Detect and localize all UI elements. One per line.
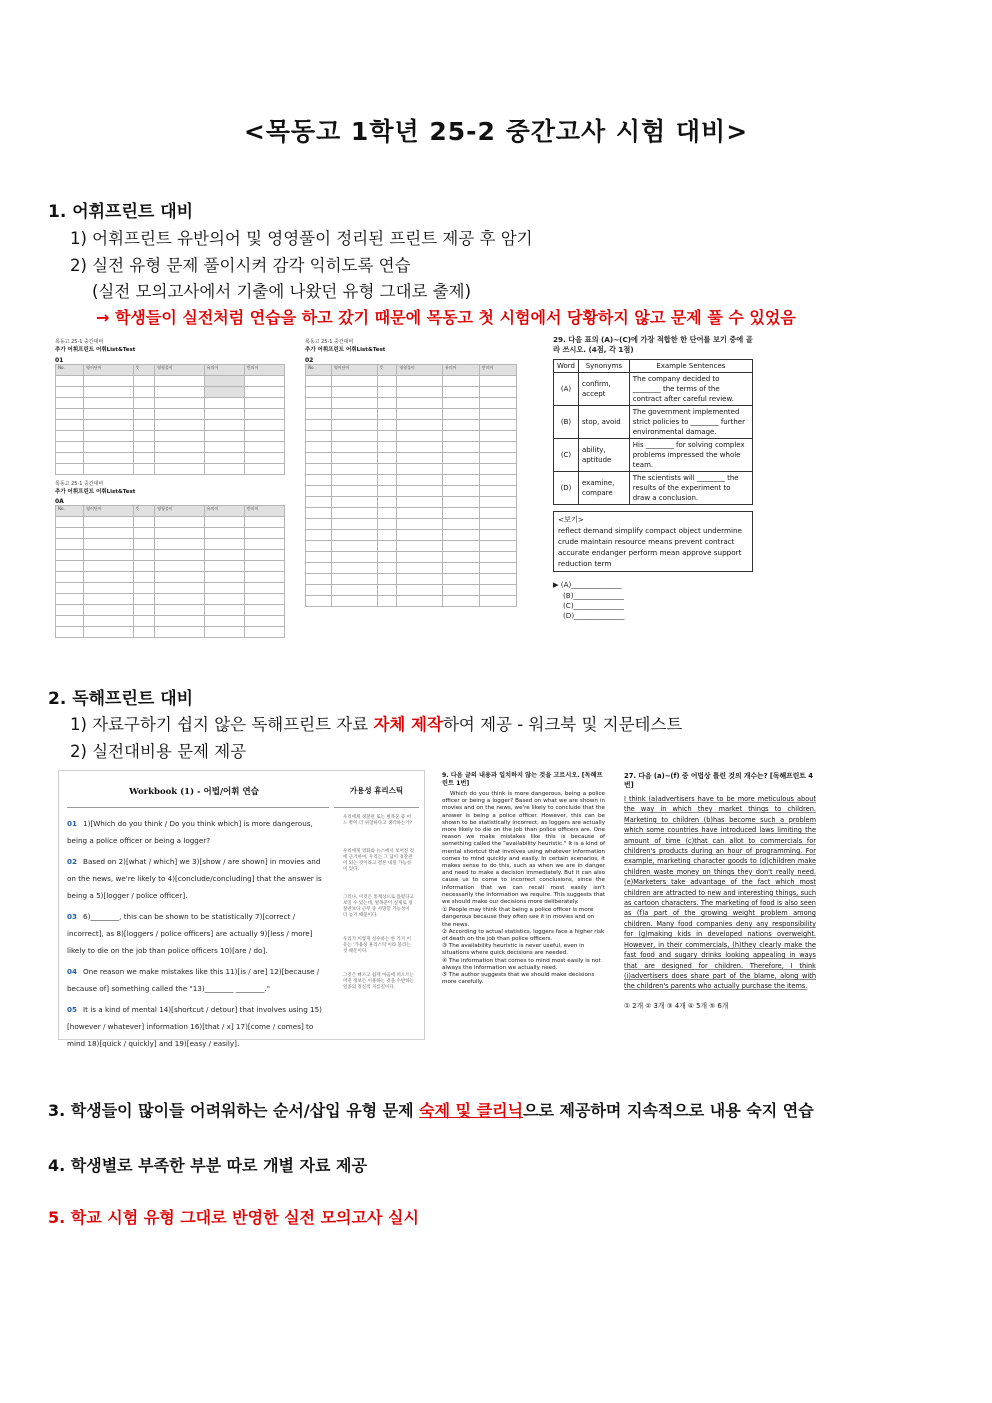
- side-note: 우리에게 경찰관 또는 벌목꾼 중 어느 쪽이 더 위험하다고 생각하는가?: [343, 815, 412, 826]
- thumb-subtitle: 목동고 25-1 중간대비: [55, 339, 104, 345]
- col-ant: 반의어: [479, 365, 516, 376]
- section4-heading: 4. 학생별로 부족한 부분 따로 개별 자료 제공: [48, 1156, 367, 1175]
- q29-answer-a: ▶ (A)______________: [553, 580, 622, 590]
- section1-item3: (실전 모의고사에서 기출에 나왔던 유형 그대로 출제): [92, 282, 472, 301]
- q29-table: [553, 359, 753, 505]
- section2-item1-post: 하여 제공 - 워크북 및 지문테스트: [442, 715, 683, 734]
- section1-heading: 1. 어휘프린트 대비: [48, 202, 194, 222]
- col-word: 영어단어: [84, 365, 134, 376]
- q-text: It is a kind of mental 14)[shortcut / detour] that involves using 15)[however / whatever] information 16)[that / x] 17)[come / comes] to mind 18)[quick / quickly] and 19)[easy / easily].: [67, 1005, 322, 1048]
- q-num: 02: [67, 857, 78, 866]
- q29-choice-box: [553, 511, 753, 572]
- q29-box-text: reflect demand simplify compact object undermine crude maintain resource means prevent contract accurate endanger perform mean approve support reduction term: [558, 526, 742, 569]
- col-no: No.: [306, 365, 332, 376]
- thumb-number-b: 0A: [55, 498, 64, 505]
- section3-heading: [48, 1098, 814, 1121]
- workbook-questions: [67, 815, 329, 1052]
- q9-prompt: 9. 다음 글의 내용과 일치하지 않는 것을 고르시오. [독해프린트 1번]: [442, 772, 603, 787]
- section2-heading: 2. 독해프린트 대비: [48, 689, 194, 709]
- q29-example: His ________ for solving complex problems impressed the whole team.: [629, 439, 752, 472]
- section3-pre: 3. 학생들이 많이들 어려워하는 순서/삽입 유형 문제: [48, 1101, 420, 1120]
- q29-header-word: Word: [554, 360, 579, 373]
- thumb-number: 02: [305, 357, 314, 364]
- q9-option: ② According to actual statistics, loggers face a higher risk of death on the job than police officers.: [442, 928, 605, 943]
- q29-answer-c: (C)______________: [563, 600, 624, 610]
- list-item: [67, 908, 329, 959]
- list-item: [67, 815, 329, 849]
- vocab-table-a: [55, 364, 285, 475]
- col-eng: 영영풀이: [155, 365, 205, 376]
- q29-word: (A): [554, 373, 579, 406]
- col-meaning: 뜻: [133, 506, 154, 517]
- q29-syn: ability, aptitude: [579, 439, 630, 472]
- side-note: 그것은 빠르고 쉽게 마음에 떠오르는 어떤 정보든 이용하는 것을 수반하는 일종의 정신적 지름길이다.: [343, 973, 414, 990]
- col-no: No.: [56, 506, 84, 517]
- section2-item1-highlight: 자체 제작: [373, 715, 443, 734]
- vocab-table-c: [305, 364, 517, 607]
- workbook-title: Workbook (1) - 어법/어휘 연습: [129, 787, 259, 797]
- section1-arrow-note: → 학생들이 실전처럼 연습을 하고 갔기 때문에 목동고 첫 시험에서 당황하지 않고 문제 풀 수 있었음: [96, 308, 796, 327]
- q-num: 05: [67, 1005, 78, 1014]
- q9-option: ① People may think that being a police officer is more dangerous because they often see it in movies and on the news.: [442, 907, 595, 928]
- q29-header-examples: Example Sentences: [629, 360, 752, 373]
- thumb-subtitle: 목동고 25-1 중간대비: [305, 339, 354, 345]
- thumb-title: 추가 어휘프린트 어휘List&Test: [55, 347, 136, 353]
- col-word: 영어단어: [84, 506, 134, 517]
- q9-option: ⑤ The author suggests that we should make decisions more carefully.: [442, 972, 595, 986]
- col-meaning: 뜻: [133, 365, 154, 376]
- table-row: [554, 406, 753, 439]
- section2-item1: [70, 711, 682, 735]
- q29-header-synonyms: Synonyms: [579, 360, 630, 373]
- q-num: 01: [67, 819, 78, 828]
- q29-word: (D): [554, 472, 579, 505]
- col-syn: 유의어: [204, 365, 244, 376]
- section2-item2: 2) 실전대비용 문제 제공: [70, 742, 247, 761]
- col-eng: 영영풀이: [155, 506, 205, 517]
- workbook-side-notes: [343, 815, 415, 991]
- q9-option: ④ The information that comes to mind most easily is not always the information we actually need.: [442, 957, 601, 971]
- col-syn: 유의어: [204, 506, 244, 517]
- vocab-print-thumbnail-left: [55, 335, 285, 623]
- q29-word: (C): [554, 439, 579, 472]
- q9-option: ③ The availability heuristic is never useful, even in situations where quick decisions are needed.: [442, 943, 585, 957]
- thumb-subtitle-b: 목동고 25-1 중간대비: [55, 481, 104, 487]
- thumb-title-b: 추가 어휘프린트 어휘List&Test: [55, 489, 136, 495]
- q29-prompt: 29. 다음 표의 (A)~(C)에 가장 적합한 한 단어를 보기 중에 골라 쓰시오. (4점, 각 1점): [553, 335, 753, 355]
- side-note: 그러나, 이것은 통계상으로 틀렸다고 보일 수 있는데, 벌목꾼이 실제로 경찰관보다 근무 중 사망할 가능성이 더 높기 때문이다.: [343, 895, 414, 918]
- q27-prompt: 27. 다음 (a)~(f) 중 어법상 틀린 것의 개수는? [독해프린트 4번]: [624, 772, 813, 789]
- col-eng: 영영풀이: [397, 365, 443, 376]
- q27-passage: I think (a)advertisers have to be more meticulous about the way in which they market things to children. Marketing to children (b)has become such a problem which some countries have introduced laws limiting the amount of time (c)that can allot to commercials for children's products during an hour of programming. For example, marketing character goods to (d)children make children waste money on things they don't really need. (e)Marketers take advantage of the fact which most children are attracted to new and interesting things, such as cartoon characters. The marketing of food is also seen as (f)a part of the growing weight problem among children. Many food companies deny any responsibility for (g)making kids in developed nations overweight. However, in their commercials, (h)they clearly make the fast food and sugary drinks looking appealing in ways that are designed for children. Therefore, I think (i)advertisers does share part of the blame, along with the children's parents who actually purchase the items.: [624, 795, 816, 991]
- q29-box-label: <보기>: [558, 515, 584, 525]
- side-note: 우리가 이렇게 실수하는 한 가지 이유는 '가용성 휴리스틱'이라 불리는 것 때문이다.: [343, 937, 412, 954]
- table-row: [554, 373, 753, 406]
- q29-example: The government implemented strict policies to ________ further environmental damage.: [629, 406, 752, 439]
- section1-item1: 1) 어휘프린트 유반의어 및 영영풀이 정리된 프린트 제공 후 암기: [70, 229, 533, 248]
- side-note: 우리에게 영화와 뉴스에서 보여진 것에 근거하여, 우리는 그 답이 경찰관이 되는 것이라고 결론 내릴 가능성이 있다.: [343, 849, 414, 872]
- table-row: [554, 439, 753, 472]
- list-item: [67, 963, 329, 997]
- list-item: [67, 1001, 329, 1052]
- q-text: Based on 2)[what / which] we 3)[show / are shown] in movies and on the news, we're likely to 4)[conclude/concluding] that the answer is being a 5)[logger / police officer].: [67, 857, 322, 900]
- workbook-side-title: 가용성 휴리스틱: [349, 786, 404, 795]
- list-item: [67, 853, 329, 904]
- q29-word: (B): [554, 406, 579, 439]
- q9-options: [442, 907, 605, 986]
- col-ant: 반의어: [244, 506, 284, 517]
- col-no: No.: [56, 365, 84, 376]
- thumb-title: 추가 어휘프린트 어휘List&Test: [305, 347, 386, 353]
- question-9-thumbnail: [442, 772, 605, 1038]
- thumb-number: 01: [55, 357, 64, 364]
- section3-highlight: 숙제 및 클리닉: [419, 1101, 524, 1120]
- q-num: 03: [67, 912, 78, 921]
- section2-item1-pre: 1) 자료구하기 쉽지 않은 독해프린트 자료: [70, 715, 374, 734]
- section3-post: 으로 제공하며 지속적으로 내용 숙지 연습: [523, 1101, 814, 1120]
- q29-syn: examine, compare: [579, 472, 630, 505]
- q29-syn: confirm, accept: [579, 373, 630, 406]
- col-ant: 반의어: [244, 365, 284, 376]
- question-29-thumbnail: [553, 335, 753, 623]
- table-row: [554, 472, 753, 505]
- q-num: 04: [67, 967, 78, 976]
- q29-example: The scientists will ________ the results of the experiment to draw a conclusion.: [629, 472, 752, 505]
- q27-options: ① 2개 ② 3개 ③ 4개 ④ 5개 ⑤ 6개: [624, 1001, 729, 1010]
- vocab-print-thumbnail-middle: [305, 335, 517, 623]
- q29-syn: stop, avoid: [579, 406, 630, 439]
- q-text: 1)[Which do you think / Do you think which] is more dangerous, being a police officer or being a logger?: [67, 819, 313, 845]
- q-text: 6)________, this can be shown to be statistically 7)[correct / incorrect], as 8)[loggers / police officers] are actually 9)[less / more] likely to die on the job than police officers 10)[are / do].: [67, 912, 313, 955]
- q29-answer-d: (D)______________: [563, 611, 625, 621]
- q29-example: The company decided to ________ the terms of the contract after careful review.: [629, 373, 752, 406]
- q9-passage: Which do you think is more dangerous, being a police officer or being a logger? Based on what we are shown in movies and on the news, we're likely to conclude that the answer is being a police officer. However, this can be shown to be statistically incorrect, as loggers are actually more likely to die on the job than police officers are. One reason we make mistakes like this is because of something called the "availability heuristic." It is a kind of mental shortcut that involves using whatever information comes to mind quickly and easily. In certain scenarios, it makes sense to do this, such as when we are in danger and need to make a decision immediately. But it can also cause us to come to incorrect conclusions, since the information that we can recall most easily isn't necessarily the information we require. This suggests that we should make our decisions more deliberately.: [442, 791, 605, 906]
- section5-heading: 5. 학교 시험 유형 그대로 반영한 실전 모의고사 실시: [48, 1208, 419, 1227]
- col-syn: 유의어: [442, 365, 479, 376]
- page-title: <목동고 1학년 25-2 중간고사 시험 대비>: [243, 117, 749, 146]
- workbook-thumbnail: [58, 770, 425, 1048]
- q29-answer-b: (B)______________: [563, 590, 624, 600]
- col-meaning: 뜻: [377, 365, 397, 376]
- question-27-thumbnail: [624, 772, 816, 1038]
- section1-item2: 2) 실전 유형 문제 풀이시켜 감각 익히도록 연습: [70, 256, 411, 275]
- vocab-table-b: [55, 505, 285, 638]
- q-text: One reason we make mistakes like this 11)[is / are] 12)[because / because of] something called the "13)________ ________.": [67, 967, 320, 993]
- col-word: 영어단어: [331, 365, 377, 376]
